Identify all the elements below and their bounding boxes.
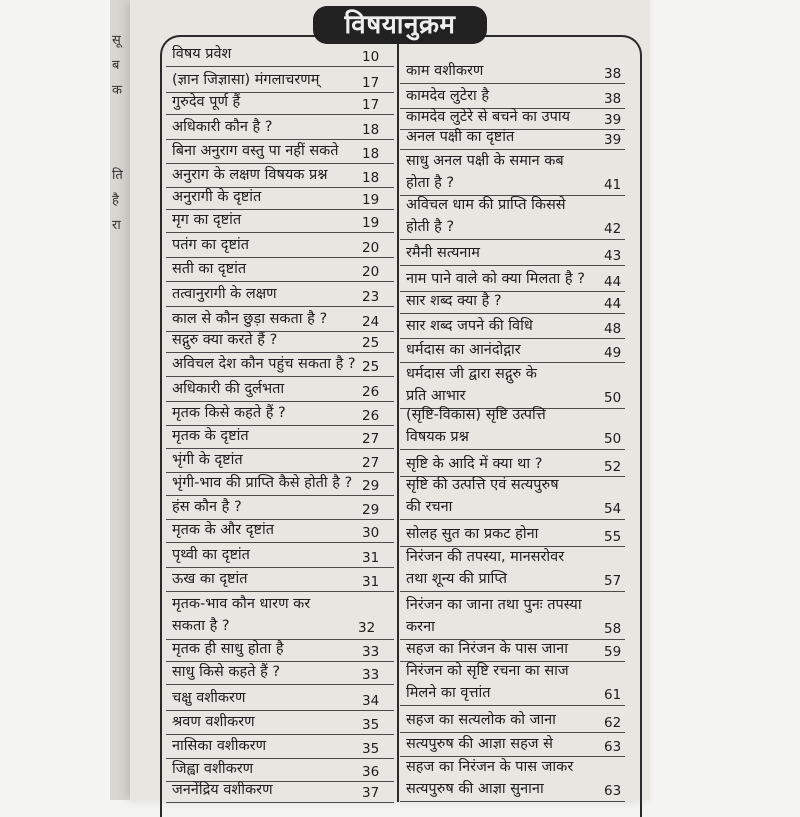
toc-row-rule (166, 542, 394, 543)
edge-fragment: सू (112, 33, 121, 48)
toc-row-rule (166, 802, 394, 803)
toc-row-rule (166, 257, 394, 258)
toc-row-rule (400, 83, 625, 84)
toc-entry-title: करना (406, 619, 435, 635)
toc-row-rule (166, 114, 394, 115)
toc-entry-title: निरंजन का जाना तथा पुनः तपस्या (406, 597, 582, 613)
toc-page-number: 33 (362, 667, 380, 683)
toc-entry-title: भृंगी के दृष्टांत (172, 452, 243, 468)
toc-page-number: 31 (362, 550, 380, 566)
toc-page-number: 18 (362, 170, 380, 186)
adjacent-page-edge (110, 0, 132, 800)
toc-page-number: 24 (362, 314, 380, 330)
toc-entry-title: की रचना (406, 499, 453, 515)
toc-entry-title: अनुराग के लक्षण विषयक प्रश्न (172, 167, 328, 183)
toc-page-number: 44 (604, 296, 622, 312)
toc-row-rule (400, 239, 625, 240)
toc-row-rule (400, 265, 625, 266)
toc-entry-title: सार शब्द क्या है ? (406, 293, 502, 309)
toc-page-number: 55 (604, 529, 622, 545)
toc-page-number: 39 (604, 132, 622, 148)
toc-entry-title: मृग का दृष्टांत (172, 212, 242, 228)
toc-page-number: 29 (362, 478, 380, 494)
toc-entry-title: अनुरागी के दृष्टांत (172, 189, 262, 205)
toc-page-number: 41 (604, 177, 622, 193)
toc-entry-title: सृष्टि की उत्पत्ति एवं सत्यपुरुष (406, 477, 559, 493)
toc-page-number: 18 (362, 122, 380, 138)
toc-entry-title: काम वशीकरण (406, 63, 484, 79)
toc-row-rule (166, 591, 394, 592)
toc-page-number: 57 (604, 573, 622, 589)
toc-page-number: 26 (362, 384, 380, 400)
toc-page-number: 42 (604, 221, 622, 237)
toc-page-number: 34 (362, 693, 380, 709)
toc-entry-title: निरंजन को सृष्टि रचना का साज (406, 663, 569, 679)
toc-row-rule (166, 306, 394, 307)
toc-page-number: 48 (604, 321, 622, 337)
toc-page-number: 50 (604, 390, 622, 406)
toc-page-number: 36 (362, 764, 380, 780)
toc-page-number: 49 (604, 345, 622, 361)
toc-entry-title: अविचल धाम की प्राप्ति किससे (406, 197, 566, 213)
toc-row-rule (400, 705, 625, 706)
toc-entry-title: कामदेव लुटेरे से बचने का उपाय (406, 109, 571, 125)
toc-entry-title: सकता है ? (172, 618, 230, 634)
toc-row-rule (166, 472, 394, 473)
toc-entry-title: सहज का सत्यलोक को जाना (406, 712, 556, 728)
toc-row-rule (166, 425, 394, 426)
toc-page-number: 38 (604, 66, 622, 82)
toc-entry-title: अविचल देश कौन पहुंच सकता है ? (172, 356, 356, 372)
toc-entry-title: मृतक-भाव कौन धारण कर (172, 596, 311, 612)
toc-page-number: 52 (604, 459, 622, 475)
toc-entry-title: अनल पक्षी का दृष्टांत (406, 129, 515, 145)
toc-page-number: 63 (604, 739, 622, 755)
toc-entry-title: मृतक के दृष्टांत (172, 428, 249, 444)
toc-entry-title: मृतक ही साधु होता है (172, 641, 284, 657)
toc-row-rule (166, 66, 394, 67)
toc-page-number: 38 (604, 91, 622, 107)
edge-fragment: ति (112, 168, 123, 183)
toc-entry-title: (सृष्टि-विकास) सृष्टि उत्पत्ति (406, 407, 546, 423)
toc-page-number: 27 (362, 431, 380, 447)
toc-page-number: 10 (362, 49, 380, 65)
toc-row-rule (400, 732, 625, 733)
toc-page-number: 31 (362, 574, 380, 590)
toc-entry-title: सहज का निरंजन के पास जाना (406, 641, 568, 657)
toc-page-number: 63 (604, 783, 622, 799)
toc-entry-title: सार शब्द जपने की विधि (406, 318, 533, 334)
toc-entry-title: विषय प्रवेश (172, 46, 232, 62)
toc-entry-title: काल से कौन छुड़ा सकता है ? (172, 311, 328, 327)
toc-entry-title: जिह्वा वशीकरण (172, 761, 254, 777)
column-divider (397, 42, 399, 802)
toc-row-rule (166, 139, 394, 140)
toc-page-number: 25 (362, 359, 380, 375)
toc-row-rule (166, 376, 394, 377)
toc-page-number: 58 (604, 621, 622, 637)
toc-row-rule (166, 758, 394, 759)
toc-row-rule (166, 281, 394, 282)
toc-page-number: 18 (362, 146, 380, 162)
edge-fragment: क (112, 83, 122, 98)
toc-row-rule (400, 362, 625, 363)
toc-entry-title: श्रवण वशीकरण (172, 714, 255, 730)
toc-row-rule (166, 448, 394, 449)
toc-row-rule (166, 661, 394, 662)
toc-page-number: 54 (604, 501, 622, 517)
toc-page-number: 37 (362, 785, 380, 801)
toc-page-number: 30 (362, 525, 380, 541)
toc-entry-title: मिलने का वृत्तांत (406, 685, 491, 701)
edge-fragment: ब (112, 58, 120, 73)
toc-row-rule (166, 352, 394, 353)
toc-entry-title: नाम पाने वाले को क्या मिलता है ? (406, 271, 585, 287)
toc-page-number: 61 (604, 687, 622, 703)
toc-entry-title: तत्वानुरागी के लक्षण (172, 286, 277, 302)
toc-row-rule (166, 519, 394, 520)
page-title: विषयानुक्रम (313, 6, 487, 44)
toc-entry-title: मृतक किसे कहते हैं ? (172, 405, 286, 421)
toc-page-number: 32 (358, 620, 376, 636)
toc-entry-title: धर्मदास जी द्वारा सद्गुरु के (406, 366, 537, 382)
toc-page-number: 50 (604, 431, 622, 447)
toc-entry-title: सद्गुरु क्या करते हैं ? (172, 332, 278, 348)
toc-entry-title: सृष्टि के आदि में क्या था ? (406, 456, 543, 472)
toc-page-number: 43 (604, 248, 622, 264)
toc-entry-title: गुरुदेव पूर्ण हैं (172, 94, 241, 110)
toc-entry-title: अधिकारी की दुर्लभता (172, 381, 285, 397)
toc-row-rule (166, 710, 394, 711)
toc-page-number: 19 (362, 192, 380, 208)
toc-entry-title: विषयक प्रश्न (406, 429, 469, 445)
toc-entry-title: मृतक के और दृष्टांत (172, 522, 274, 538)
toc-entry-title: सत्यपुरुष की आज्ञा सुनाना (406, 781, 544, 797)
toc-row-rule (400, 756, 625, 757)
toc-entry-title: साधु अनल पक्षी के समान कब (406, 153, 564, 169)
toc-entry-title: रमैनी सत्यनाम (406, 245, 480, 261)
toc-entry-title: सत्यपुरुष की आज्ञा सहज से (406, 736, 553, 752)
toc-page-number: 29 (362, 502, 380, 518)
toc-row-rule (400, 519, 625, 520)
toc-row-rule (166, 163, 394, 164)
toc-row-rule (166, 232, 394, 233)
toc-entry-title: सहज का निरंजन के पास जाकर (406, 759, 574, 775)
toc-page-number: 39 (604, 112, 622, 128)
toc-entry-title: निरंजन की तपस्या, मानसरोवर (406, 549, 565, 565)
toc-entry-title: साधु किसे कहते हैं ? (172, 664, 281, 680)
toc-entry-title: पतंग का दृष्टांत (172, 237, 249, 253)
toc-page-number: 33 (362, 644, 380, 660)
toc-row-rule (400, 149, 625, 150)
toc-entry-title: होती है ? (406, 219, 455, 235)
toc-entry-title: (ज्ञान जिज्ञासा) मंगलाचरणम् (172, 72, 320, 88)
toc-page-number: 19 (362, 215, 380, 231)
toc-entry-title: सती का दृष्टांत (172, 261, 247, 277)
toc-row-rule (166, 567, 394, 568)
toc-page-number: 27 (362, 455, 380, 471)
toc-page-number: 17 (362, 75, 380, 91)
toc-row-rule (400, 801, 625, 802)
toc-entry-title: अधिकारी कौन है ? (172, 119, 273, 135)
edge-fragment: है (112, 193, 119, 208)
toc-page-number: 26 (362, 408, 380, 424)
toc-row-rule (400, 338, 625, 339)
toc-row-rule (166, 684, 394, 685)
toc-row-rule (400, 591, 625, 592)
toc-entry-title: जननेंद्रिय वशीकरण (172, 782, 273, 798)
toc-entry-title: कामदेव लुटेरा है (406, 88, 490, 104)
toc-page-number: 59 (604, 644, 622, 660)
toc-entry-title: चक्षु वशीकरण (172, 690, 246, 706)
toc-entry-title: नासिका वशीकरण (172, 738, 267, 754)
edge-fragment: रा (112, 218, 121, 233)
toc-entry-title: भृंगी-भाव की प्राप्ति कैसे होती है ? (172, 475, 353, 491)
toc-row-rule (166, 734, 394, 735)
toc-row-rule (166, 401, 394, 402)
toc-row-rule (166, 495, 394, 496)
toc-page-number: 20 (362, 240, 380, 256)
toc-page-number: 35 (362, 741, 380, 757)
toc-entry-title: सोलह सुत का प्रकट होना (406, 526, 539, 542)
toc-entry-title: बिना अनुराग वस्तु पा नहीं सकते (172, 143, 339, 159)
toc-entry-title: होता है ? (406, 175, 455, 191)
toc-entry-title: ऊख का दृष्टांत (172, 571, 248, 587)
toc-page-number: 62 (604, 715, 622, 731)
toc-row-rule (400, 449, 625, 450)
toc-page-number: 44 (604, 274, 622, 290)
toc-page-number: 17 (362, 97, 380, 113)
toc-page-number: 23 (362, 289, 380, 305)
toc-row-rule (400, 546, 625, 547)
toc-page-number: 20 (362, 264, 380, 280)
toc-entry-title: पृथ्वी का दृष्टांत (172, 547, 250, 563)
toc-entry-title: हंस कौन है ? (172, 499, 242, 515)
toc-entry-title: धर्मदास का आनंदोद्गार (406, 342, 521, 358)
toc-row-rule (166, 209, 394, 210)
toc-page-number: 25 (362, 335, 380, 351)
toc-entry-title: तथा शून्य की प्राप्ति (406, 571, 508, 587)
toc-page-number: 35 (362, 717, 380, 733)
toc-entry-title: प्रति आभार (406, 388, 466, 404)
toc-row-rule (400, 313, 625, 314)
